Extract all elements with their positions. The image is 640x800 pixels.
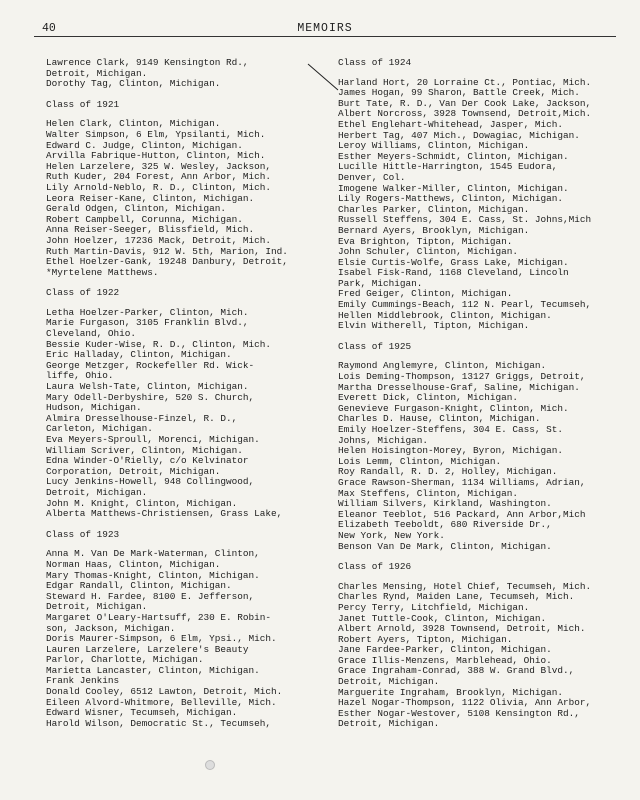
alumni-entry-line: Isabel Fisk-Rand, 1168 Cleveland, Lincoln (338, 267, 569, 279)
alumni-entry-line: Margaret O'Leary-Hartsuff, 230 E. Robin- (46, 611, 272, 623)
alumni-entry-line: Donald Cooley, 6512 Lawton, Detroit, Mich. (46, 686, 283, 698)
alumni-entry-line: Steward H. Fardee, 8100 E. Jefferson, (46, 590, 255, 602)
alumni-entry-line: Detroit, Michigan. (46, 67, 148, 79)
alumni-entry-line: Hellen Middlebrook, Clinton, Michigan. (338, 309, 552, 321)
left-column (46, 58, 336, 729)
alumni-entry-line: Helen Clark, Clinton, Michigan. (46, 118, 221, 130)
alumni-entry-line: Letha Hoelzer-Parker, Clinton, Mich. (46, 306, 249, 318)
binding-hole-mark (205, 760, 215, 770)
alumni-entry-line: Marietta Lancaster, Clinton, Michigan. (46, 664, 260, 676)
alumni-entry-line: Benson Van De Mark, Clinton, Michigan. (338, 540, 552, 552)
alumni-entry-line: Everett Dick, Clinton, Michigan. (338, 392, 519, 404)
alumni-entry-line: Edward Wisner, Tecumseh, Michigan. (46, 707, 238, 719)
alumni-entry-line: Lauren Larzelere, Larzelere's Beauty (46, 643, 249, 655)
alumni-entry-line: Arvilla Fabrique-Hutton, Clinton, Mich. (46, 150, 266, 162)
alumni-entry-line: Bernard Ayers, Brooklyn, Michigan. (338, 224, 530, 236)
alumni-entry-line: Hudson, Michigan. (46, 402, 142, 414)
alumni-entry-line: Anna Reiser-Seeger, Blissfield, Mich. (46, 224, 255, 236)
alumni-entry-line: John Schuler, Clinton, Michigan. (338, 246, 519, 258)
alumni-entry-line: Mary Thomas-Knight, Clinton, Michigan. (46, 569, 260, 581)
alumni-entry-line: son, Jackson, Michigan. (46, 622, 176, 634)
class-year-heading: Class of 1926 (338, 561, 412, 573)
alumni-entry-line: Lucy Jenkins-Howell, 948 Collingwood, (46, 476, 255, 488)
alumni-entry-line: John M. Knight, Clinton, Michigan. (46, 497, 238, 509)
alumni-entry-line: Denver, Col. (338, 171, 406, 183)
alumni-entry-line: Ethel Englehart-Whitehead, Jasper, Mich. (338, 118, 564, 130)
running-title: MEMOIRS (297, 22, 353, 35)
page-header (34, 18, 616, 37)
alumni-entry-line: Anna M. Van De Mark-Waterman, Clinton, (46, 548, 260, 560)
alumni-entry-line: Mary Odell-Derbyshire, 520 S. Church, (46, 391, 255, 403)
alumni-entry-line: Herbert Tag, 407 Mich., Dowagiac, Michigan. (338, 129, 580, 141)
alumni-entry-line: Imogene Walker-Miller, Clinton, Michigan. (338, 182, 569, 194)
alumni-entry-line: George Metzger, Rockefeller Rd. Wick- (46, 359, 255, 371)
alumni-entry-line: Eva Brighton, Tipton, Michigan. (338, 235, 513, 247)
alumni-entry-line: Parlor, Charlotte, Michigan. (46, 654, 204, 666)
alumni-entry-line: Fred Geiger, Clinton, Michigan. (338, 288, 513, 300)
alumni-entry-line: Esther Nogar-Westover, 5108 Kensington Rd., (338, 707, 580, 719)
alumni-entry-line: Helen Larzelere, 325 W. Wesley, Jackson, (46, 160, 272, 172)
alumni-entry-line: Johns, Michigan. (338, 434, 429, 446)
class-year-heading: Class of 1924 (338, 57, 412, 68)
alumni-entry-line: Grace Illis-Menzens, Marblehead, Ohio. (338, 654, 552, 666)
alumni-entry-line: Max Steffens, Clinton, Michigan. (338, 487, 519, 499)
alumni-entry-line: Harland Hort, 20 Lorraine Ct., Pontiac, Mich. (338, 76, 592, 88)
alumni-entry-line: Emily Cummings-Beach, 112 N. Pearl, Tecumseh, (338, 299, 592, 311)
alumni-entry-line: Detroit, Michigan. (338, 718, 440, 730)
alumni-entry-line: Albert Norcross, 3928 Townsend, Detroit,Mich. (338, 108, 592, 120)
alumni-entry-line: Eva Meyers-Sproull, Morenci, Michigan. (46, 434, 260, 445)
alumni-entry-line: Laura Welsh-Tate, Clinton, Michigan. (46, 381, 249, 393)
alumni-entry-line: Leora Reiser-Kane, Clinton, Michigan. (46, 192, 255, 204)
alumni-entry-line: Corporation, Detroit, Michigan. (46, 465, 221, 477)
alumni-entry-line: Edgar Randall, Clinton, Michigan. (46, 580, 232, 592)
alumni-entry-line: *Myrtelene Matthews. (46, 266, 159, 278)
alumni-entry-line: Lois Deming-Thompson, 13127 Griggs, Detroit, (338, 371, 586, 383)
alumni-entry-line: New York, New York. (338, 529, 445, 541)
alumni-entry-line: Grace Rawson-Sherman, 1134 Williams, Adrian, (338, 476, 586, 488)
alumni-entry-line: Bessie Kuder-Wise, R. D., Clinton, Mich. (46, 338, 272, 350)
alumni-entry-line: Emily Hoelzer-Steffens, 304 E. Cass, St. (338, 424, 564, 435)
alumni-entry-line: Edward C. Judge, Clinton, Michigan. (46, 139, 243, 151)
alumni-entry-line: Lily Rogers-Matthews, Clinton, Michigan. (338, 193, 564, 205)
alumni-entry-line: Robert Ayers, Tipton, Michigan. (338, 633, 513, 645)
alumni-entry-line: Hazel Nogar-Thompson, 1122 Olivia, Ann Arbor, (338, 697, 592, 709)
alumni-entry-line: Charles D. Hause, Clinton, Michigan. (338, 413, 541, 425)
alumni-entry-line: Robert Campbell, Corunna, Michigan. (46, 213, 243, 225)
alumni-entry-line: Gerald Odgen, Clinton, Michigan. (46, 203, 227, 215)
alumni-entry-line: Grace Ingraham-Conrad, 388 W. Grand Blvd., (338, 665, 575, 677)
alumni-entry-line: Doris Maurer-Simpson, 6 Elm, Ypsi., Mich. (46, 633, 277, 645)
alumni-entry-line: Cleveland, Ohio. (46, 328, 137, 340)
alumni-entry-line: liffe, Ohio. (46, 370, 114, 382)
alumni-entry-line: John Hoelzer, 17236 Mack, Detroit, Mich. (46, 234, 272, 246)
alumni-entry-line: Russell Steffens, 304 E. Cass, St. Johns,Mich (338, 214, 592, 226)
alumni-entry-line: Elsie Curtis-Wolfe, Grass Lake, Michigan. (338, 256, 569, 268)
alumni-entry-line: Detroit, Michigan. (46, 601, 148, 613)
alumni-entry-line: Lucille Hittle-Harrington, 1545 Eudora, (338, 161, 558, 173)
right-column (338, 58, 632, 730)
alumni-entry-line: Harold Wilson, Democratic St., Tecumseh, (46, 717, 272, 729)
alumni-entry-line: Eric Halladay, Clinton, Michigan. (46, 349, 232, 361)
alumni-entry-line: Jane Fardee-Parker, Clinton, Michigan. (338, 644, 552, 656)
alumni-entry-line: Leroy Williams, Clinton, Michigan. (338, 140, 530, 152)
alumni-entry-line: Carleton, Michigan. (46, 423, 153, 435)
alumni-entry-line: Frank Jenkins (46, 675, 120, 687)
alumni-entry-line: Marguerite Ingraham, Brooklyn, Michigan. (338, 686, 564, 698)
alumni-entry-line: Almira Dresselhouse-Finzel, R. D., (46, 412, 238, 424)
alumni-entry-line: Martha Dresselhouse-Graf, Saline, Michigan. (338, 381, 580, 393)
alumni-entry-line: Eleanor Teeblot, 516 Packard, Ann Arbor,Mich (338, 508, 586, 520)
alumni-entry-line: James Hogan, 99 Sharon, Battle Creek, Mich. (338, 87, 580, 99)
class-year-heading: Class of 1922 (46, 287, 120, 299)
alumni-entry-line: Norman Haas, Clinton, Michigan. (46, 558, 221, 570)
alumni-entry-line: Janet Tuttle-Cook, Clinton, Michigan. (338, 612, 547, 624)
alumni-entry-line: Albert Arnold, 3928 Townsend, Detroit, Mich. (338, 623, 586, 635)
alumni-entry-line: Alberta Matthews-Christiensen, Grass Lake, (46, 508, 283, 520)
alumni-entry-line: Charles Mensing, Hotel Chief, Tecumseh, Mich. (338, 580, 592, 592)
alumni-entry-line: Esther Meyers-Schmidt, Clinton, Michigan. (338, 150, 569, 162)
alumni-entry-line: Ruth Kuder, 204 Forest, Ann Arbor, Mich. (46, 171, 272, 183)
alumni-entry-line: Elizabeth Teeboldt, 680 Riverside Dr., (338, 519, 552, 531)
class-year-heading: Class of 1923 (46, 528, 120, 540)
page-number: 40 (42, 22, 56, 35)
alumni-entry-line: Edna Winder-O'Rielly, c/o Kelvinator (46, 455, 249, 467)
alumni-entry-line: Genevieve Furgason-Knight, Clinton, Mich. (338, 402, 569, 414)
alumni-entry-line: Park, Michigan. (338, 277, 423, 289)
alumni-entry-line: Marie Furgason, 3105 Franklin Blvd., (46, 317, 249, 329)
alumni-entry-line: Lois Lemm, Clinton, Michigan. (338, 455, 502, 467)
alumni-entry-line: Ethel Hoelzer-Gank, 19248 Danbury, Detroit, (46, 256, 288, 268)
alumni-entry-line: Eileen Alvord-Whitmore, Belleville, Mich. (46, 696, 277, 708)
alumni-entry-line: Raymond Anglemyre, Clinton, Michigan. (338, 360, 547, 372)
alumni-entry-line: Lawrence Clark, 9149 Kensington Rd., (46, 57, 249, 68)
alumni-entry-line: Charles Rynd, Maiden Lane, Tecumseh, Mich. (338, 591, 575, 603)
alumni-entry-line: Detroit, Michigan. (46, 486, 148, 498)
alumni-entry-line: William Scriver, Clinton, Michigan. (46, 444, 243, 456)
alumni-entry-line: William Silvers, Kirkland, Washington. (338, 498, 552, 510)
alumni-entry-line: Elvin Witherell, Tipton, Michigan. (338, 320, 530, 332)
alumni-entry-line: Charles Parker, Clinton, Michigan. (338, 203, 530, 215)
alumni-entry-line: Burt Tate, R. D., Van Der Cook Lake, Jackson, (338, 97, 592, 109)
class-year-heading: Class of 1921 (46, 98, 120, 110)
alumni-entry-line: Ruth Martin-Davis, 912 W. 5th, Marion, Ind. (46, 245, 288, 257)
pointer-line-mark (306, 62, 340, 92)
class-year-heading: Class of 1925 (338, 340, 412, 352)
alumni-entry-line: Lily Arnold-Neblo, R. D., Clinton, Mich. (46, 181, 272, 193)
alumni-entry-line: Dorothy Tag, Clinton, Michigan. (46, 78, 221, 90)
alumni-entry-line: Percy Terry, Litchfield, Michigan. (338, 601, 530, 613)
alumni-entry-line: Walter Simpson, 6 Elm, Ypsilanti, Mich. (46, 128, 266, 140)
alumni-entry-line: Helen Hoisington-Morey, Byron, Michigan. (338, 445, 564, 457)
alumni-entry-line: Roy Randall, R. D. 2, Holley, Michigan. (338, 466, 558, 478)
alumni-entry-line: Detroit, Michigan. (338, 676, 440, 688)
